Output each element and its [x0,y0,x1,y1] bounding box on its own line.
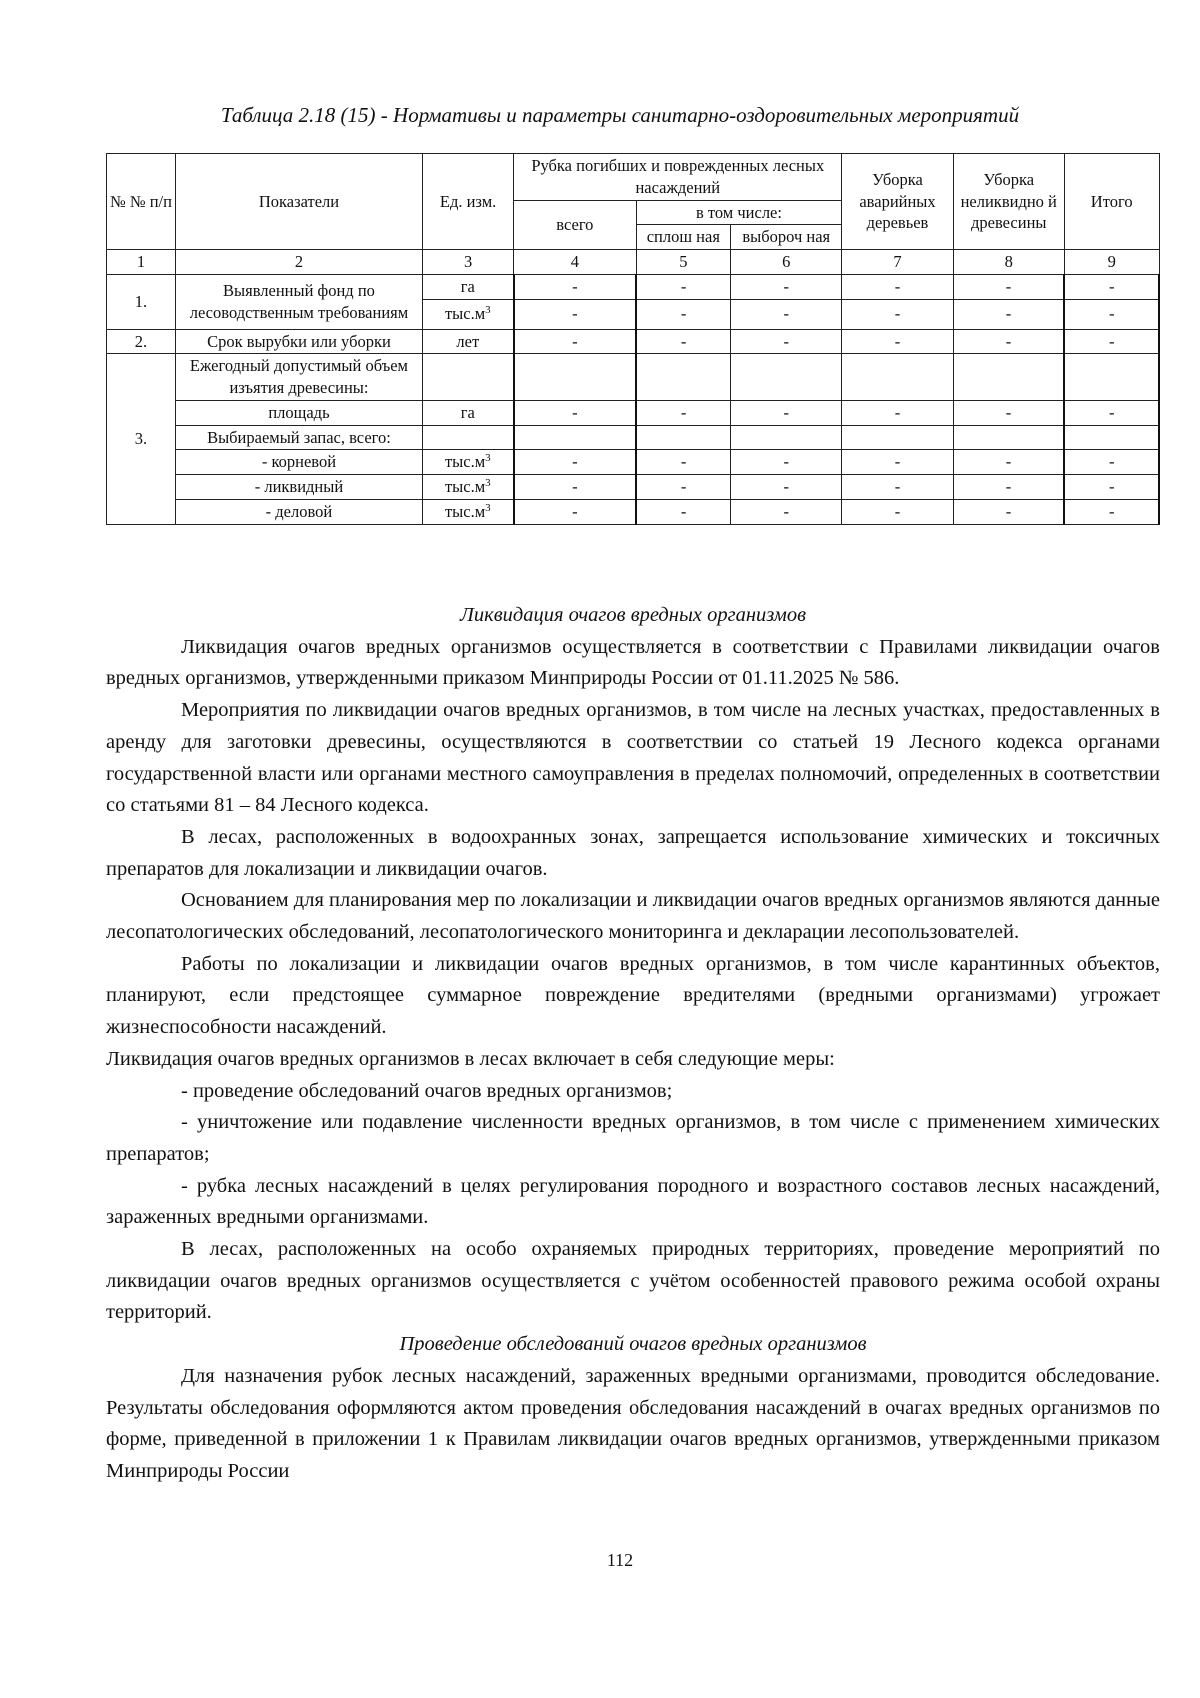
table-cell: - [842,499,953,524]
section-title: Проведение обследований очагов вредных организмов [399,1333,867,1356]
table-cell: - [1064,450,1159,475]
col-number: 3 [422,250,513,275]
row-num: 2. [107,329,176,354]
table-cell [514,425,636,450]
paragraph: Для назначения рубок лесных насаждений, зараженных вредными организмами, проводится обследование. Результаты обследования оформляются актом проведения обследования насаждений в очагах вредных организмов по форме, приведенной в приложении 1 к Правилам ликвидации очагов вредных организмов, утвержденными приказом Минприроды России [106,1364,1160,1482]
table-cell: - [636,499,731,524]
table-cell: - [514,329,636,354]
table-cell [842,425,953,450]
header-felling-group: Рубка погибших и поврежденных лесных насаждений [514,154,842,201]
col-number: 4 [514,250,636,275]
paragraph: Ликвидация очагов вредных организмов осуществляется в соответствии с Правилами ликвидации очагов вредных организмов, утвержденными приказом Минприроды России от 01.11.2025 № 586. [106,635,1160,690]
table-cell: - [842,475,953,500]
header-indicators: Показатели [175,154,422,250]
table-cell [842,354,953,401]
table-cell: - [731,499,842,524]
col-number: 6 [731,250,842,275]
row-num: 1. [107,274,176,329]
table-cell: - [842,274,953,299]
row-unit [422,354,513,401]
table-cell [636,354,731,401]
header-emergency: Уборка аварийных деревьев [842,154,953,250]
table-cell: - [953,475,1064,500]
unit-base: тыс.м [444,304,486,324]
col-number: 9 [1064,250,1159,275]
list-item: - проведение обследований очагов вредных организмов; [181,1079,673,1102]
row-unit [422,450,513,475]
row-label: Выбираемый запас, всего: [175,425,422,450]
table-caption: Таблица 2.18 (15) - Нормативы и параметры санитарно-оздоровительных мероприятий [220,103,1020,127]
paragraph: Основанием для планирования мер по локализации и ликвидации очагов вредных организмов являются данные лесопатологических обследований, лесопатологического мониторинга и декларации лесопользователей. [106,889,1160,944]
table-cell: - [1064,499,1159,524]
unit-base: тыс.м [444,501,486,521]
row-unit [422,475,513,500]
col-number: 5 [636,250,731,275]
table-cell: - [953,299,1064,329]
table-cell [731,354,842,401]
unit-base: тыс.м [444,452,486,472]
table-cell: - [636,475,731,500]
table-cell [514,354,636,401]
table-cell: - [514,450,636,475]
paragraph: Работы по локализации и ликвидации очагов вредных организмов, в том числе карантинных объектов, планируют, если предстоящее суммарное повреждение вредителями (вредными организмами) угрожает жизнеспособности насаждений. [106,952,1160,1039]
row-unit [422,425,513,450]
section-title: Ликвидация очагов вредных организмов [460,604,806,626]
header-clear: сплош ная [636,225,731,250]
table-cell: - [1064,274,1159,299]
table-cell [636,425,731,450]
table-cell: - [842,400,953,425]
table-cell: - [636,329,731,354]
row-unit: га [422,274,513,299]
table-cell: - [514,400,636,425]
row-unit [422,499,513,524]
header-illiquid: Уборка неликвидно й древесины [953,154,1064,250]
table-cell: - [636,450,731,475]
table-cell [1064,354,1159,401]
table-cell: - [636,299,731,329]
table-cell: - [514,475,636,500]
table-cell [953,354,1064,401]
table-cell: - [731,475,842,500]
table-cell: - [636,400,731,425]
table-cell: - [842,450,953,475]
col-number: 8 [953,250,1064,275]
header-num: № № п/п [107,154,176,250]
paragraph: Ликвидация очагов вредных организмов в лесах включает в себя следующие меры: [106,1047,835,1070]
row-label: площадь [175,400,422,425]
paragraph: В лесах, расположенных в водоохранных зонах, запрещается использование химических и токсичных препаратов для локализации и ликвидации очагов. [106,825,1160,880]
row-unit: лет [422,329,513,354]
table-cell: - [953,329,1064,354]
table-cell: - [1064,299,1159,329]
col-number: 1 [107,250,176,275]
table-cell: - [636,274,731,299]
table-cell: - [953,274,1064,299]
table-cell [953,425,1064,450]
page-number: 112 [606,1550,634,1570]
unit-sup: 3 [485,477,491,490]
unit-sup: 3 [485,304,491,317]
row-label: Выявленный фонд по лесоводственным требованиям [175,274,422,329]
table-cell: - [1064,400,1159,425]
row-label: Ежегодный допустимый объем изъятия древесины: [175,354,422,401]
table-cell: - [731,400,842,425]
row-label: - ликвидный [175,475,422,500]
table-cell: - [731,274,842,299]
row-label: Срок вырубки или уборки [175,329,422,354]
table-cell: - [731,450,842,475]
body-text [106,600,1160,1488]
row-unit: га [422,400,513,425]
paragraph: В лесах, расположенных на особо охраняемых природных территориях, проведение мероприятий по ликвидации очагов вредных организмов осуществляется с учётом особенностей правового режима особой охраны территорий. [106,1238,1160,1324]
unit-sup: 3 [485,501,491,514]
row-label: - деловой [175,499,422,524]
unit-sup: 3 [485,452,491,465]
row-label: - корневой [175,450,422,475]
list-item: - рубка лесных насаждений в целях регулирования породного и возрастного составов лесных насаждений, зараженных вредными организмами. [106,1174,1160,1229]
unit-base: тыс.м [444,477,486,497]
row-num: 3. [107,354,176,524]
list-item: - уничтожение или подавление численности вредных организмов, в том числе с применением химических препаратов; [106,1111,1160,1165]
header-total-all: всего [514,200,636,250]
table-cell: - [514,274,636,299]
table-cell: - [514,299,636,329]
table-cell: - [514,499,636,524]
col-number: 2 [175,250,422,275]
table-cell: - [953,400,1064,425]
table-cell: - [953,450,1064,475]
paragraph: Мероприятия по ликвидации очагов вредных организмов, в том числе на лесных участках, предоставленных в аренду для заготовки древесины, осуществляются в соответствии со статьей 19 Лесного кодекса органами государственной власти или органами местного самоуправления в пределах полномочий, определенных в соответствии со статьями 81 – 84 Лесного кодекса. [106,699,1160,817]
col-number: 7 [842,250,953,275]
table-cell [1064,425,1159,450]
table-cell: - [953,499,1064,524]
row-unit [422,299,513,329]
norms-table [106,153,1160,525]
table-cell: - [842,299,953,329]
header-including: в том числе: [636,200,842,225]
header-sum: Итого [1064,154,1159,250]
table-cell: - [842,329,953,354]
table-cell [731,425,842,450]
table-cell: - [1064,329,1159,354]
table-cell: - [731,329,842,354]
table-cell: - [731,299,842,329]
header-unit: Ед. изм. [422,154,513,250]
table-cell: - [1064,475,1159,500]
header-selective: выбороч ная [731,225,842,250]
